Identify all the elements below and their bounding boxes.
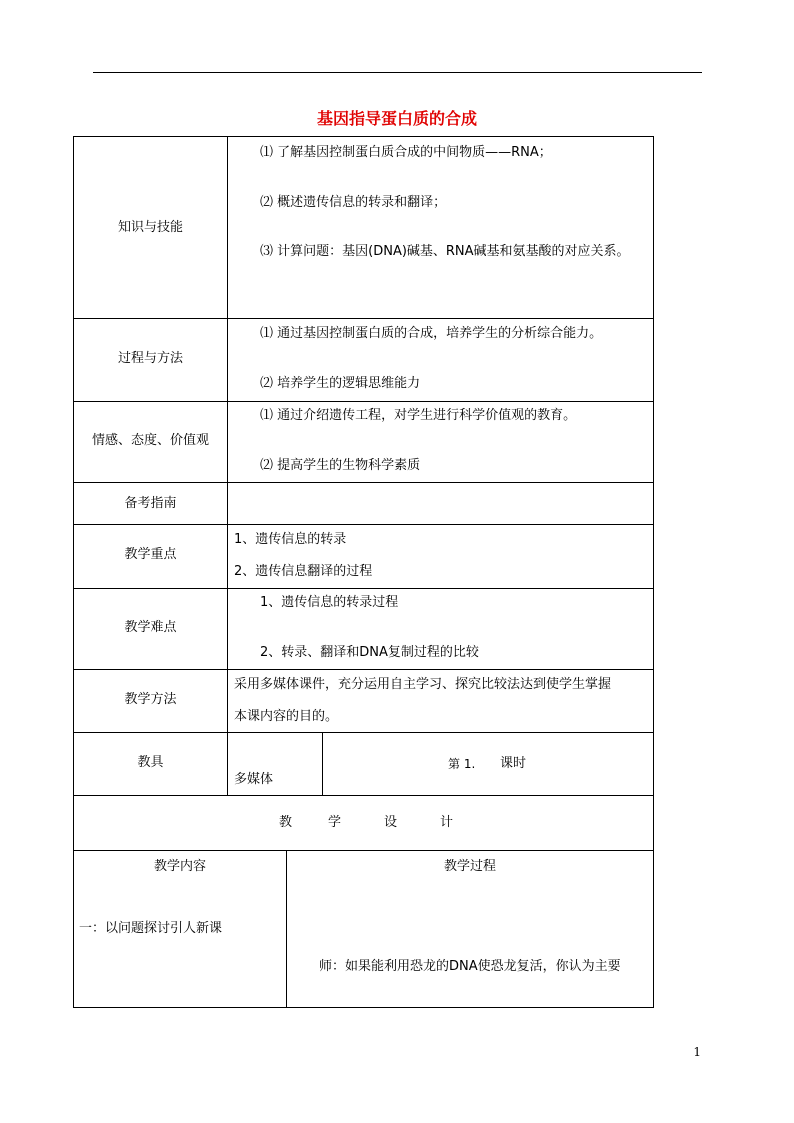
key-point-1: 1、遗传信息的转录 xyxy=(234,532,347,547)
row-label-knowledge: 知识与技能 xyxy=(117,220,183,235)
lesson-suffix: 课时 xyxy=(500,756,527,771)
tools-value: 多媒体 xyxy=(234,772,274,787)
knowledge-item-1: ⑴ 了解基因控制蛋白质合成的中间物质——RNA； xyxy=(260,145,552,160)
process-item-1: ⑴ 通过基因控制蛋白质的合成，培养学生的分析综合能力。 xyxy=(260,326,603,341)
row-label-emotion: 情感、态度、价值观 xyxy=(91,433,209,448)
row-label-guide: 备考指南 xyxy=(124,496,177,511)
design-char-3: 设 xyxy=(384,815,398,830)
header-rule xyxy=(93,72,702,73)
method-line-1: 采用多媒体课件，充分运用自主学习、探究比较法达到使学生掌握 xyxy=(234,677,612,692)
design-char-4: 计 xyxy=(440,815,454,830)
emotion-item-2: ⑵ 提高学生的生物科学素质 xyxy=(260,458,421,473)
row-label-tools: 教具 xyxy=(137,755,164,770)
design-char-2: 学 xyxy=(328,815,342,830)
difficulty-1: 1、遗传信息的转录过程 xyxy=(260,595,399,610)
row-label-method: 教学方法 xyxy=(124,692,177,707)
key-point-2: 2、遗传信息翻译的过程 xyxy=(234,564,373,579)
page-number: 1 xyxy=(693,1045,701,1059)
lesson-prefix: 第 1. xyxy=(448,757,476,771)
content-col1-text: 一：以问题探讨引人新课 xyxy=(79,921,223,936)
cell-knowledge-content xyxy=(227,136,654,319)
knowledge-item-2: ⑵ 概述遗传信息的转录和翻译； xyxy=(260,195,447,210)
cell-guide-content xyxy=(227,482,654,525)
cell-lesson xyxy=(322,732,654,796)
cell-design-heading xyxy=(73,795,654,851)
design-char-1: 教 xyxy=(279,815,293,830)
content-col2-header: 教学过程 xyxy=(443,859,496,874)
row-label-process: 过程与方法 xyxy=(117,351,183,366)
page-title: 基因指导蛋白质的合成 xyxy=(316,109,477,128)
row-label-difficulties: 教学难点 xyxy=(124,620,177,635)
row-label-key-points: 教学重点 xyxy=(124,547,177,562)
method-line-2: 本课内容的目的。 xyxy=(234,709,339,724)
knowledge-item-3: ⑶ 计算问题：基因(DNA)碱基、RNA碱基和氨基酸的对应关系。 xyxy=(260,244,630,259)
content-col1-header: 教学内容 xyxy=(153,859,206,874)
emotion-item-1: ⑴ 通过介绍遗传工程，对学生进行科学价值观的教育。 xyxy=(260,408,577,423)
process-item-2: ⑵ 培养学生的逻辑思维能力 xyxy=(260,376,421,391)
content-col2-text: 师：如果能利用恐龙的DNA使恐龙复活，你认为主要 xyxy=(319,959,621,974)
difficulty-2: 2、转录、翻译和DNA复制过程的比较 xyxy=(260,645,479,660)
